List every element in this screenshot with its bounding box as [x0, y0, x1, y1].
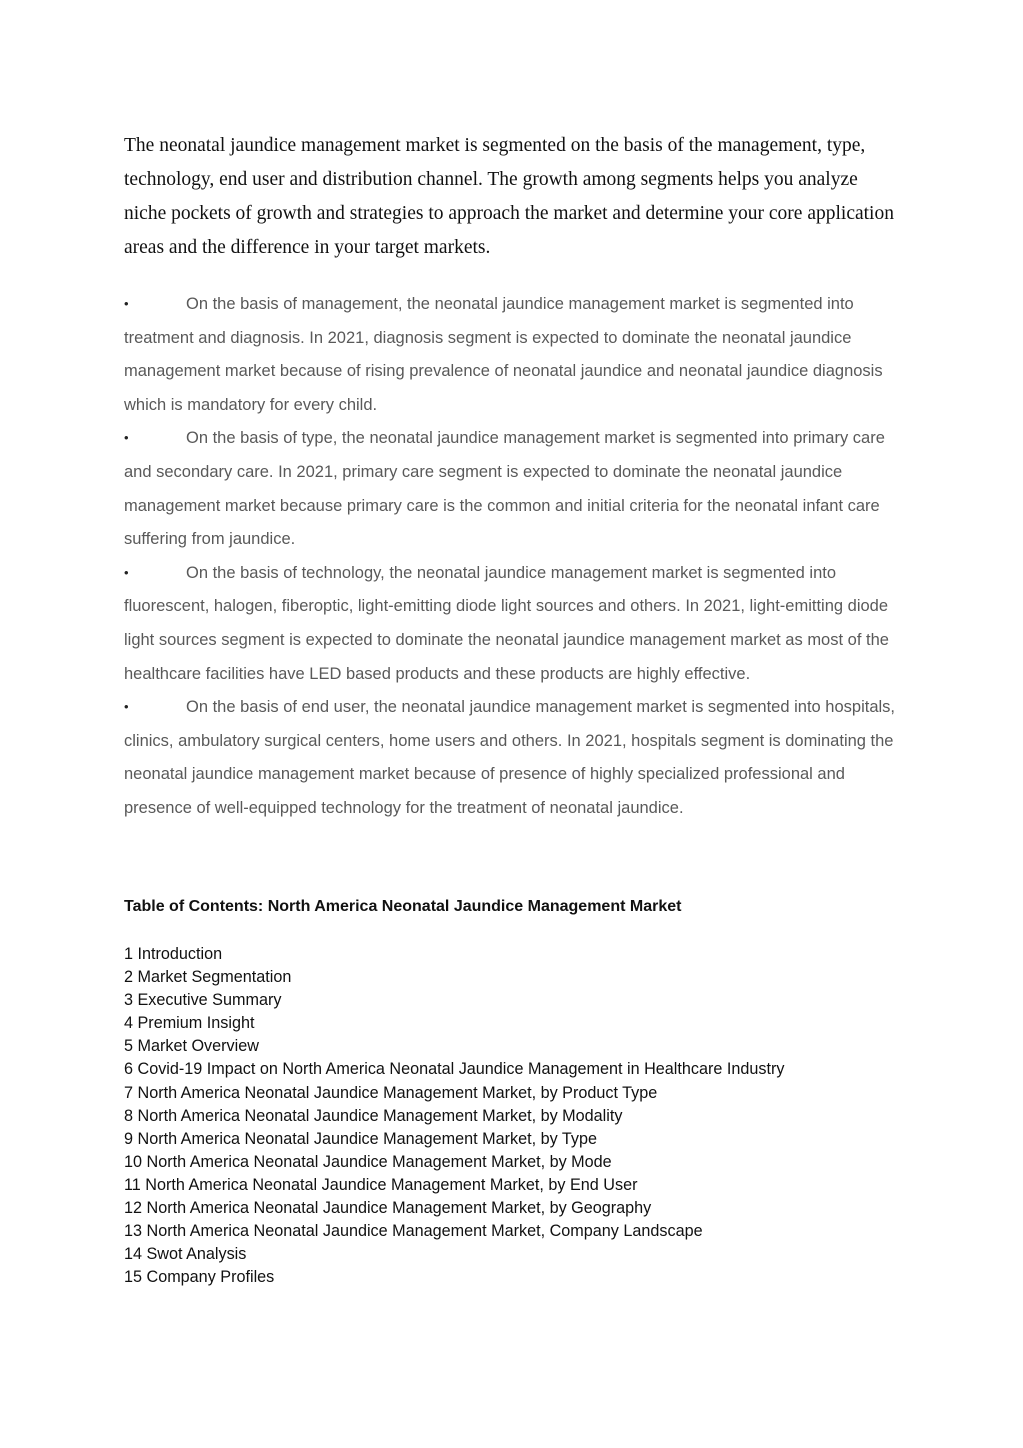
intro-paragraph: The neonatal jaundice management market is segmented on the basis of the management, type, technology, end user and distribution channel. The growth among segments helps you analyze niche pockets of growth and strategies to approach the market and determine your core application areas and the difference in your target markets.: [124, 135, 894, 258]
toc-item: 11 North America Neonatal Jaundice Management Market, by End User: [124, 1175, 638, 1194]
toc-item: 4 Premium Insight: [124, 1014, 255, 1033]
bullet-item-end-user: [124, 691, 904, 825]
toc-item: 13 North America Neonatal Jaundice Management Market, Company Landscape: [124, 1222, 703, 1241]
bullet-icon: •: [124, 430, 129, 446]
toc-item: 3 Executive Summary: [124, 991, 282, 1010]
toc-item: 7 North America Neonatal Jaundice Management Market, by Product Type: [124, 1083, 658, 1102]
bullet-icon: •: [124, 699, 129, 715]
toc-item: 1 Introduction: [124, 945, 223, 963]
toc-item: 15 Company Profiles: [124, 1268, 275, 1287]
bullet-icon: •: [124, 564, 129, 580]
toc-item: 14 Swot Analysis: [124, 1245, 247, 1264]
bullet-item-technology: [124, 557, 904, 691]
toc-item: 8 North America Neonatal Jaundice Management Market, by Modality: [124, 1106, 623, 1125]
bullet-item-type: [124, 422, 904, 556]
bullet-text: On the basis of management, the neonatal jaundice management market is segmented into treatment and diagnosis. In 2021, diagnosis segment is expected to dominate the neonatal jaundice management market because of rising prevalence of neonatal jaundice and neonatal jaundice diagnosis which is mandatory for every child.: [124, 295, 883, 414]
bullet-text: On the basis of type, the neonatal jaundice management market is segmented into primary care and secondary care. In 2021, primary care segment is expected to dominate the neonatal jaundice management market because primary care is the common and initial criteria for the neonatal infant care suffering from jaundice.: [124, 429, 885, 549]
bullet-item-management: [124, 288, 904, 422]
bullet-text: On the basis of technology, the neonatal jaundice management market is segmented into fluorescent, halogen, fiberoptic, light-emitting diode light sources and others. In 2021, light-emitting diode light sources segment is expected to dominate the neonatal jaundice management market as most of the healthcare facilities have LED based products and these products are highly effective.: [124, 563, 889, 683]
toc-heading: Table of Contents: North America Neonatal Jaundice Management Market: [124, 898, 682, 915]
bullet-icon: •: [124, 296, 129, 311]
toc-item: 6 Covid-19 Impact on North America Neonatal Jaundice Management in Healthcare Industry: [124, 1060, 785, 1079]
toc-item: 12 North America Neonatal Jaundice Management Market, by Geography: [124, 1199, 652, 1218]
toc-item: 2 Market Segmentation: [124, 968, 292, 987]
toc-item: 5 Market Overview: [124, 1037, 259, 1056]
bullet-text: On the basis of end user, the neonatal jaundice management market is segmented into hospitals, clinics, ambulatory surgical centers, home users and others. In 2021, hospitals segment is dominating the neonatal jaundice management market because of presence of highly specialized professional and presence of well-equipped technology for the treatment of neonatal jaundice.: [124, 698, 896, 817]
toc-item: 9 North America Neonatal Jaundice Management Market, by Type: [124, 1129, 597, 1148]
toc-item: 10 North America Neonatal Jaundice Management Market, by Mode: [124, 1152, 612, 1171]
toc-list: [124, 943, 784, 1289]
segmentation-bullet-list: [124, 288, 904, 826]
